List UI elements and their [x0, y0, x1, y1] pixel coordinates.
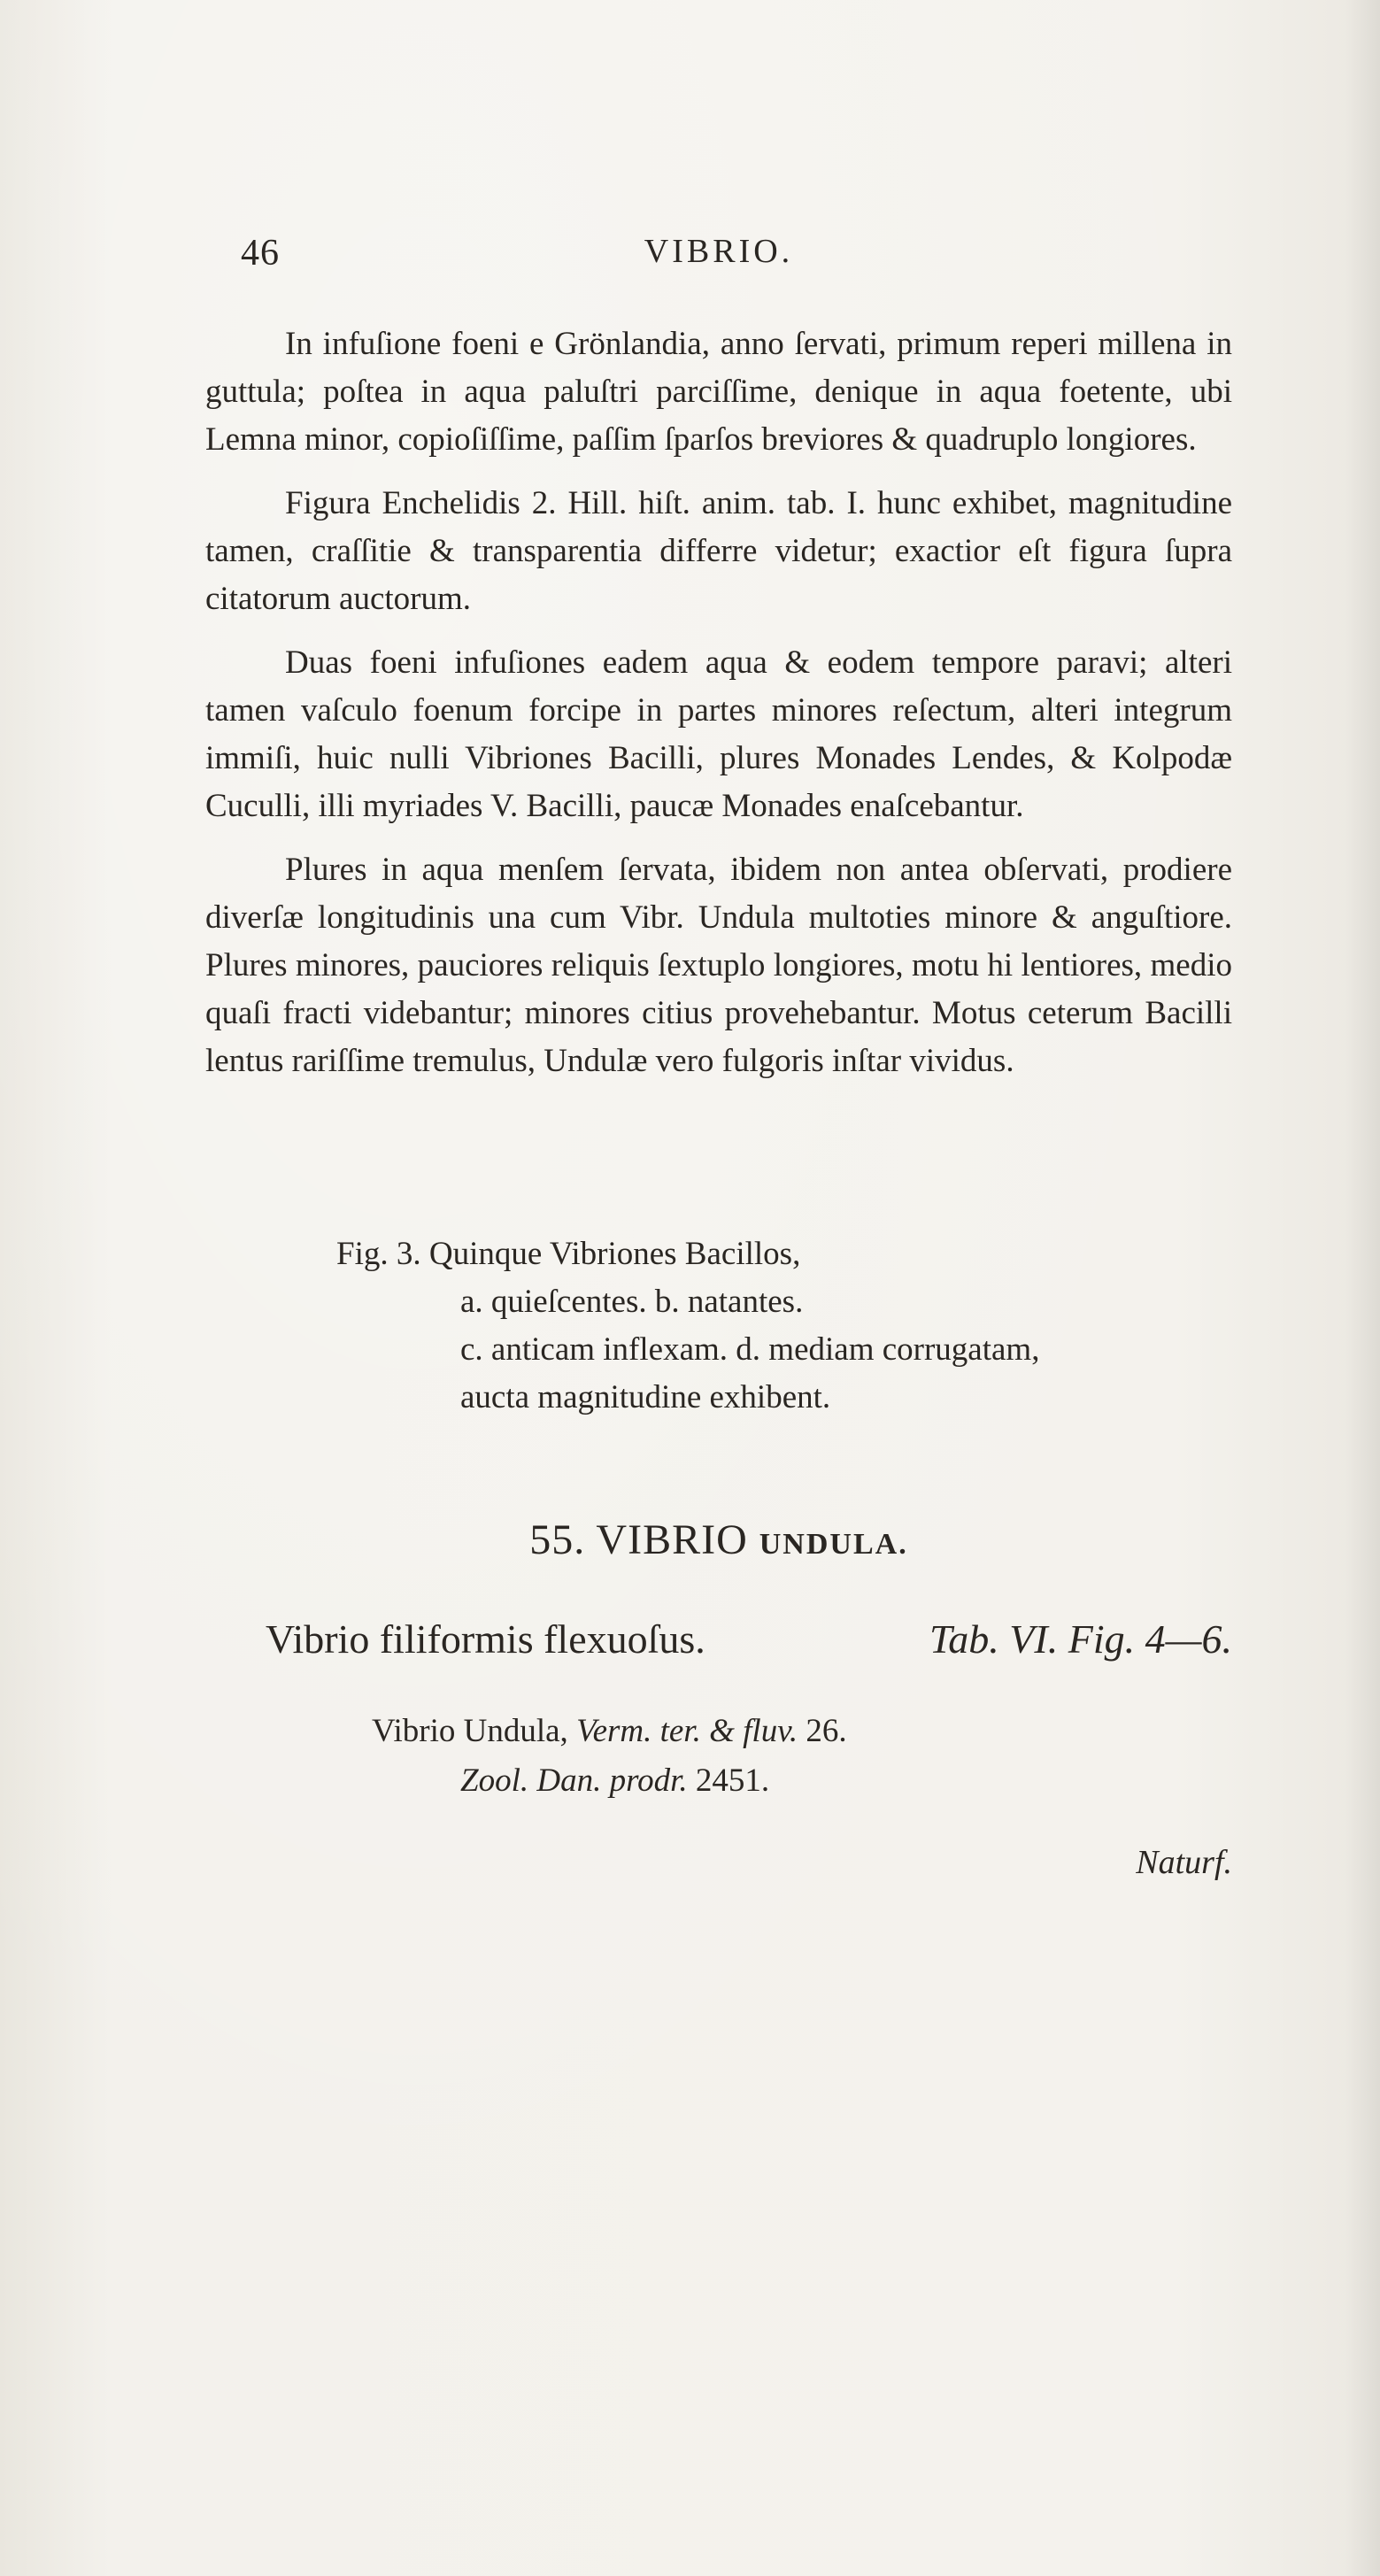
- body-text: [205, 320, 1232, 1101]
- page-edge-shadow: [1345, 0, 1380, 2576]
- catchword: Naturf.: [1136, 1844, 1232, 1881]
- diagnosis-text: Vibrio filiformis flexuoſus.: [266, 1616, 705, 1662]
- paragraph-4: Plures in aqua menſem ſervata, ibidem non antea obſervati, prodiere diverſæ longitudinis una cum Vibr. Undula multoties minore & anguſtiore. Plures minores, pauciores reliquis ſextuplo longiores, motu hi lentiores, medio quaſi fracti videbantur; minores citius provehebantur. Motus ceterum Bacilli lentus rariſſime tremulus, Undulæ vero fulgoris inſtar vividus.: [205, 852, 1232, 1079]
- species-epithet: UNDULA.: [759, 1528, 908, 1561]
- synonym-reference: Verm. ter. & fluv.: [576, 1713, 798, 1749]
- figure-caption-line: c. anticam inflexam. d. mediam corrugatam,: [460, 1331, 1040, 1368]
- synonym-reference-number: 2451.: [695, 1762, 770, 1799]
- figure-caption: [336, 1230, 1230, 1422]
- page-number: 46: [241, 233, 280, 274]
- species-genus: VIBRIO: [596, 1516, 748, 1563]
- diagnosis-plate-reference: Tab. VI. Fig. 4—6.: [929, 1616, 1232, 1662]
- synonym-name: Vibrio Undula,: [372, 1713, 568, 1749]
- running-head: [205, 232, 1232, 285]
- paragraph-2: Figura Enchelidis 2. Hill. hiſt. anim. tab. I. hunc exhibet, magnitudine tamen, craſſitie & transparentia differre videtur; exactior eſt figura ſupra citatorum auctorum.: [205, 485, 1232, 617]
- synonym-reference-number: 26.: [806, 1713, 847, 1749]
- running-title: VIBRIO.: [644, 233, 794, 270]
- figure-caption-line: a. quieſcentes. b. natantes.: [460, 1284, 804, 1320]
- figure-caption-line: Fig. 3. Quinque Vibriones Bacillos,: [336, 1236, 801, 1272]
- synonym-reference: Zool. Dan. prodr.: [460, 1762, 688, 1799]
- paragraph-1: In infuſione foeni e Grönlandia, anno ſervati, primum reperi millena in guttula; poſtea in aqua paluſtri parciſſime, denique in aqua foetente, ubi Lemna minor, copioſiſſime, paſſim ſparſos breviores & quadruplo longiores.: [205, 326, 1232, 458]
- synonymy: [372, 1707, 1232, 1806]
- figure-caption-line: aucta magnitudine exhibent.: [460, 1379, 831, 1415]
- paragraph-3: Duas foeni infuſiones eadem aqua & eodem tempore paravi; alteri tamen vaſculo foenum forcipe in partes minores reſectum, alteri integrum immiſi, huic nulli Vibriones Bacilli, plures Monades Lendes, & Kolpodæ Cuculli, illi myriades V. Bacilli, paucæ Monades enaſcebantur.: [205, 644, 1232, 824]
- species-diagnosis: [266, 1611, 1232, 1668]
- species-heading: [205, 1516, 1232, 1564]
- species-number: 55.: [529, 1516, 586, 1563]
